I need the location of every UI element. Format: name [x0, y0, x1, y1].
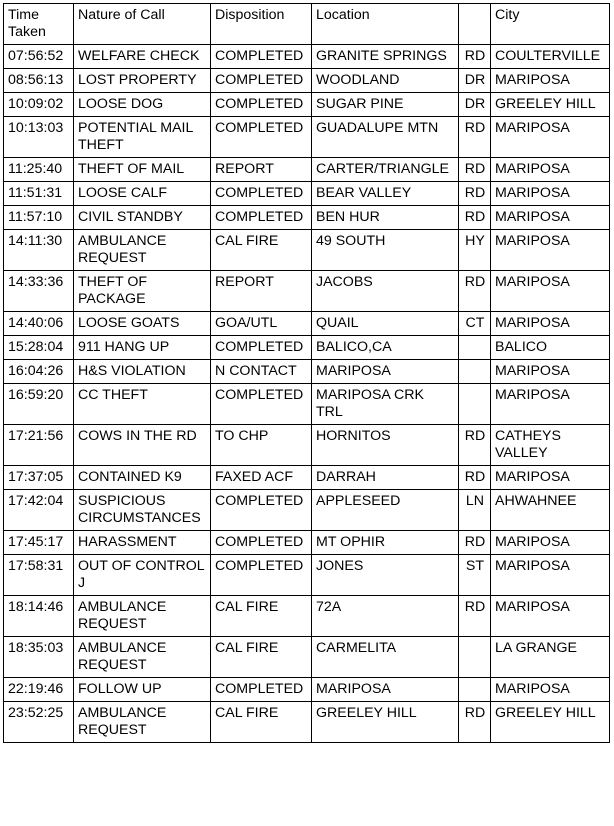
cell-street-type [459, 336, 491, 360]
cell-street-type [459, 637, 491, 678]
cell-disposition: GOA/UTL [211, 312, 312, 336]
cell-disposition: COMPLETED [211, 45, 312, 69]
cell-location: BALICO,CA [312, 336, 459, 360]
cell-location: MARIPOSA [312, 678, 459, 702]
table-row [4, 555, 610, 596]
cell-nature: LOOSE DOG [74, 93, 211, 117]
table-row [4, 637, 610, 678]
cell-street-type: ST [459, 555, 491, 596]
table-row [4, 596, 610, 637]
cell-time: 18:14:46 [4, 596, 74, 637]
cell-time: 17:58:31 [4, 555, 74, 596]
cell-nature: SUSPICIOUS CIRCUMSTANCES [74, 490, 211, 531]
cell-time: 17:21:56 [4, 425, 74, 466]
cell-city: GREELEY HILL [491, 702, 610, 743]
cell-city: MARIPOSA [491, 531, 610, 555]
call-log-table [3, 3, 610, 743]
table-row [4, 425, 610, 466]
cell-location: JONES [312, 555, 459, 596]
header-row [4, 4, 610, 45]
cell-location: HORNITOS [312, 425, 459, 466]
cell-location: MARIPOSA CRK TRL [312, 384, 459, 425]
cell-disposition: COMPLETED [211, 182, 312, 206]
table-row [4, 702, 610, 743]
cell-nature: AMBULANCE REQUEST [74, 637, 211, 678]
cell-street-type: RD [459, 182, 491, 206]
cell-city: MARIPOSA [491, 271, 610, 312]
cell-time: 18:35:03 [4, 637, 74, 678]
cell-disposition: CAL FIRE [211, 230, 312, 271]
cell-disposition: TO CHP [211, 425, 312, 466]
cell-nature: POTENTIAL MAIL THEFT [74, 117, 211, 158]
cell-location: APPLESEED [312, 490, 459, 531]
cell-location: BEN HUR [312, 206, 459, 230]
cell-location: GREELEY HILL [312, 702, 459, 743]
cell-city: MARIPOSA [491, 466, 610, 490]
cell-disposition: COMPLETED [211, 206, 312, 230]
table-row [4, 678, 610, 702]
cell-location: QUAIL [312, 312, 459, 336]
cell-time: 17:45:17 [4, 531, 74, 555]
cell-nature: AMBULANCE REQUEST [74, 596, 211, 637]
cell-city: MARIPOSA [491, 158, 610, 182]
cell-disposition: FAXED ACF [211, 466, 312, 490]
cell-location: GUADALUPE MTN [312, 117, 459, 158]
cell-city: MARIPOSA [491, 596, 610, 637]
cell-nature: CC THEFT [74, 384, 211, 425]
header-time: Time Taken [4, 4, 74, 45]
table-row [4, 182, 610, 206]
cell-street-type: RD [459, 702, 491, 743]
cell-nature: LOOSE CALF [74, 182, 211, 206]
table-row [4, 93, 610, 117]
table-row [4, 69, 610, 93]
cell-nature: H&S VIOLATION [74, 360, 211, 384]
cell-street-type: DR [459, 69, 491, 93]
cell-nature: CONTAINED K9 [74, 466, 211, 490]
cell-time: 17:37:05 [4, 466, 74, 490]
cell-city: MARIPOSA [491, 678, 610, 702]
cell-disposition: N CONTACT [211, 360, 312, 384]
cell-disposition: REPORT [211, 271, 312, 312]
cell-location: MARIPOSA [312, 360, 459, 384]
cell-time: 11:57:10 [4, 206, 74, 230]
cell-location: DARRAH [312, 466, 459, 490]
cell-street-type: RD [459, 271, 491, 312]
cell-street-type: RD [459, 158, 491, 182]
cell-city: CATHEYS VALLEY [491, 425, 610, 466]
cell-street-type: RD [459, 45, 491, 69]
cell-nature: 911 HANG UP [74, 336, 211, 360]
cell-time: 14:40:06 [4, 312, 74, 336]
table-row [4, 360, 610, 384]
cell-time: 10:09:02 [4, 93, 74, 117]
header-street-type [459, 4, 491, 45]
cell-city: LA GRANGE [491, 637, 610, 678]
cell-nature: THEFT OF MAIL [74, 158, 211, 182]
cell-street-type: RD [459, 425, 491, 466]
cell-city: MARIPOSA [491, 555, 610, 596]
cell-nature: AMBULANCE REQUEST [74, 230, 211, 271]
cell-time: 11:51:31 [4, 182, 74, 206]
cell-city: MARIPOSA [491, 230, 610, 271]
cell-nature: LOST PROPERTY [74, 69, 211, 93]
cell-nature: WELFARE CHECK [74, 45, 211, 69]
cell-city: MARIPOSA [491, 312, 610, 336]
cell-nature: CIVIL STANDBY [74, 206, 211, 230]
cell-nature: FOLLOW UP [74, 678, 211, 702]
cell-street-type: RD [459, 206, 491, 230]
table-row [4, 336, 610, 360]
cell-street-type: DR [459, 93, 491, 117]
cell-location: MT OPHIR [312, 531, 459, 555]
cell-street-type: RD [459, 531, 491, 555]
table-row [4, 531, 610, 555]
cell-disposition: COMPLETED [211, 336, 312, 360]
cell-street-type: RD [459, 117, 491, 158]
cell-nature: AMBULANCE REQUEST [74, 702, 211, 743]
cell-city: BALICO [491, 336, 610, 360]
cell-street-type: CT [459, 312, 491, 336]
cell-street-type [459, 678, 491, 702]
cell-disposition: COMPLETED [211, 490, 312, 531]
cell-disposition: REPORT [211, 158, 312, 182]
cell-city: AHWAHNEE [491, 490, 610, 531]
cell-location: CARMELITA [312, 637, 459, 678]
cell-disposition: COMPLETED [211, 69, 312, 93]
cell-nature: COWS IN THE RD [74, 425, 211, 466]
header-location: Location [312, 4, 459, 45]
cell-time: 16:04:26 [4, 360, 74, 384]
cell-time: 11:25:40 [4, 158, 74, 182]
header-nature: Nature of Call [74, 4, 211, 45]
cell-location: 49 SOUTH [312, 230, 459, 271]
cell-time: 08:56:13 [4, 69, 74, 93]
table-row [4, 158, 610, 182]
cell-city: COULTERVILLE [491, 45, 610, 69]
cell-street-type: HY [459, 230, 491, 271]
cell-disposition: COMPLETED [211, 384, 312, 425]
table-row [4, 230, 610, 271]
table-row [4, 206, 610, 230]
cell-street-type [459, 384, 491, 425]
cell-location: GRANITE SPRINGS [312, 45, 459, 69]
cell-city: GREELEY HILL [491, 93, 610, 117]
cell-street-type: RD [459, 596, 491, 637]
cell-location: CARTER/TRIANGLE [312, 158, 459, 182]
table-row [4, 466, 610, 490]
cell-disposition: COMPLETED [211, 678, 312, 702]
cell-time: 15:28:04 [4, 336, 74, 360]
header-disposition: Disposition [211, 4, 312, 45]
cell-city: MARIPOSA [491, 360, 610, 384]
table-row [4, 312, 610, 336]
cell-location: JACOBS [312, 271, 459, 312]
cell-street-type [459, 360, 491, 384]
table-row [4, 384, 610, 425]
cell-time: 16:59:20 [4, 384, 74, 425]
cell-disposition: CAL FIRE [211, 596, 312, 637]
cell-disposition: COMPLETED [211, 531, 312, 555]
table-row [4, 490, 610, 531]
cell-location: SUGAR PINE [312, 93, 459, 117]
cell-disposition: COMPLETED [211, 93, 312, 117]
table-row [4, 271, 610, 312]
cell-time: 17:42:04 [4, 490, 74, 531]
cell-street-type: RD [459, 466, 491, 490]
cell-time: 23:52:25 [4, 702, 74, 743]
cell-nature: HARASSMENT [74, 531, 211, 555]
cell-city: MARIPOSA [491, 69, 610, 93]
cell-city: MARIPOSA [491, 182, 610, 206]
cell-disposition: COMPLETED [211, 555, 312, 596]
cell-time: 10:13:03 [4, 117, 74, 158]
cell-time: 22:19:46 [4, 678, 74, 702]
cell-city: MARIPOSA [491, 206, 610, 230]
cell-city: MARIPOSA [491, 117, 610, 158]
cell-nature: OUT OF CONTROL J [74, 555, 211, 596]
cell-street-type: LN [459, 490, 491, 531]
cell-time: 14:33:36 [4, 271, 74, 312]
cell-nature: LOOSE GOATS [74, 312, 211, 336]
cell-disposition: COMPLETED [211, 117, 312, 158]
cell-location: BEAR VALLEY [312, 182, 459, 206]
cell-nature: THEFT OF PACKAGE [74, 271, 211, 312]
cell-time: 14:11:30 [4, 230, 74, 271]
header-city: City [491, 4, 610, 45]
cell-city: MARIPOSA [491, 384, 610, 425]
table-row [4, 117, 610, 158]
cell-disposition: CAL FIRE [211, 702, 312, 743]
cell-disposition: CAL FIRE [211, 637, 312, 678]
cell-location: 72A [312, 596, 459, 637]
cell-time: 07:56:52 [4, 45, 74, 69]
cell-location: WOODLAND [312, 69, 459, 93]
table-row [4, 45, 610, 69]
